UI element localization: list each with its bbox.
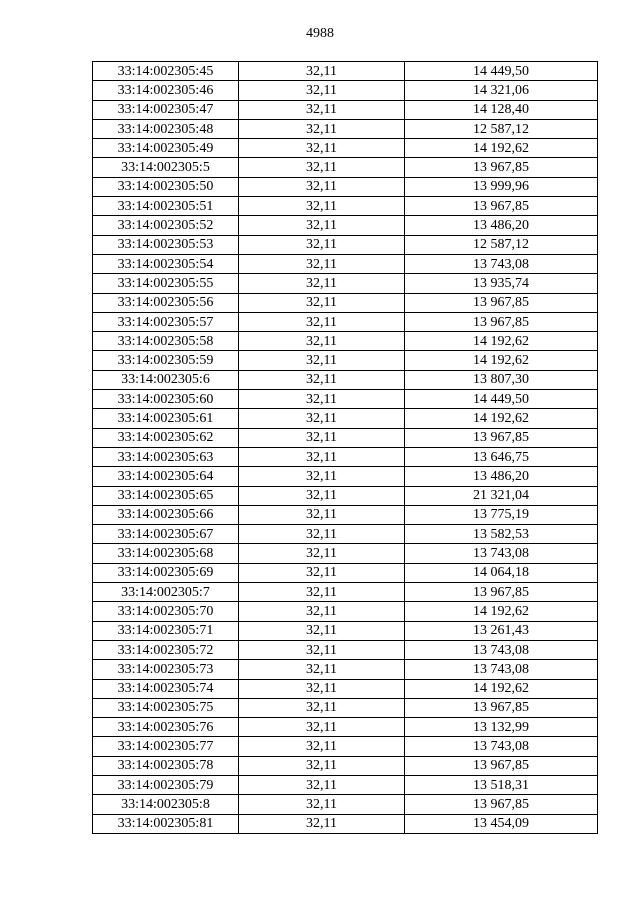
table-row [93, 119, 598, 138]
table-row [93, 621, 598, 640]
specific-value-cell: 32,11 [239, 254, 405, 273]
table-row [93, 81, 598, 100]
cadastral-number-cell: 33:14:002305:53 [93, 235, 239, 254]
table-row [93, 428, 598, 447]
table-row [93, 737, 598, 756]
cadastral-number-cell: 33:14:002305:55 [93, 274, 239, 293]
table-body [93, 62, 598, 834]
specific-value-cell: 32,11 [239, 679, 405, 698]
specific-value-cell: 32,11 [239, 293, 405, 312]
cadastral-number-cell: 33:14:002305:56 [93, 293, 239, 312]
cadastral-number-cell: 33:14:002305:66 [93, 505, 239, 524]
specific-value-cell: 32,11 [239, 100, 405, 119]
cadastral-value-cell: 13 743,08 [405, 544, 598, 563]
cadastral-number-cell: 33:14:002305:71 [93, 621, 239, 640]
cadastral-number-cell: 33:14:002305:52 [93, 216, 239, 235]
table-row [93, 775, 598, 794]
cadastral-number-cell: 33:14:002305:60 [93, 390, 239, 409]
cadastral-value-cell: 13 967,85 [405, 197, 598, 216]
cadastral-number-cell: 33:14:002305:49 [93, 139, 239, 158]
table-row [93, 293, 598, 312]
page-number: 4988 [306, 26, 334, 41]
cadastral-number-cell: 33:14:002305:64 [93, 467, 239, 486]
specific-value-cell: 32,11 [239, 660, 405, 679]
table-row [93, 100, 598, 119]
table-row [93, 235, 598, 254]
specific-value-cell: 32,11 [239, 332, 405, 351]
specific-value-cell: 32,11 [239, 505, 405, 524]
cadastral-value-cell: 14 449,50 [405, 62, 598, 81]
cadastral-number-cell: 33:14:002305:62 [93, 428, 239, 447]
table-row [93, 698, 598, 717]
table-row [93, 312, 598, 331]
cadastral-value-cell: 13 935,74 [405, 274, 598, 293]
specific-value-cell: 32,11 [239, 737, 405, 756]
cadastral-value-cell: 13 807,30 [405, 370, 598, 389]
cadastral-value-cell: 13 967,85 [405, 428, 598, 447]
cadastral-value-cell: 13 646,75 [405, 447, 598, 466]
cadastral-number-cell: 33:14:002305:74 [93, 679, 239, 698]
cadastral-number-cell: 33:14:002305:57 [93, 312, 239, 331]
specific-value-cell: 32,11 [239, 390, 405, 409]
cadastral-value-cell: 13 967,85 [405, 293, 598, 312]
cadastral-value-cell: 13 775,19 [405, 505, 598, 524]
cadastral-number-cell: 33:14:002305:76 [93, 718, 239, 737]
table-row [93, 351, 598, 370]
cadastral-number-cell: 33:14:002305:7 [93, 583, 239, 602]
cadastral-number-cell: 33:14:002305:79 [93, 775, 239, 794]
specific-value-cell: 32,11 [239, 602, 405, 621]
cadastral-number-cell: 33:14:002305:73 [93, 660, 239, 679]
cadastral-number-cell: 33:14:002305:68 [93, 544, 239, 563]
cadastral-value-cell: 13 261,43 [405, 621, 598, 640]
cadastral-number-cell: 33:14:002305:65 [93, 486, 239, 505]
specific-value-cell: 32,11 [239, 698, 405, 717]
table-row [93, 197, 598, 216]
cadastral-value-cell: 14 192,62 [405, 139, 598, 158]
cadastral-value-cell: 13 743,08 [405, 660, 598, 679]
specific-value-cell: 32,11 [239, 409, 405, 428]
specific-value-cell: 32,11 [239, 428, 405, 447]
specific-value-cell: 32,11 [239, 525, 405, 544]
specific-value-cell: 32,11 [239, 216, 405, 235]
specific-value-cell: 32,11 [239, 718, 405, 737]
cadastral-number-cell: 33:14:002305:45 [93, 62, 239, 81]
table-row [93, 467, 598, 486]
cadastral-value-cell: 13 518,31 [405, 775, 598, 794]
cadastral-number-cell: 33:14:002305:47 [93, 100, 239, 119]
table-row [93, 447, 598, 466]
cadastral-number-cell: 33:14:002305:54 [93, 254, 239, 273]
cadastral-value-cell: 12 587,12 [405, 119, 598, 138]
table-row [93, 640, 598, 659]
cadastral-value-cell: 13 967,85 [405, 312, 598, 331]
cadastral-value-cell: 21 321,04 [405, 486, 598, 505]
cadastral-number-cell: 33:14:002305:61 [93, 409, 239, 428]
specific-value-cell: 32,11 [239, 795, 405, 814]
table-row [93, 274, 598, 293]
cadastral-number-cell: 33:14:002305:63 [93, 447, 239, 466]
specific-value-cell: 32,11 [239, 274, 405, 293]
cadastral-value-cell: 14 064,18 [405, 563, 598, 582]
cadastral-value-cell: 13 967,85 [405, 698, 598, 717]
table-row [93, 390, 598, 409]
cadastral-number-cell: 33:14:002305:78 [93, 756, 239, 775]
cadastral-number-cell: 33:14:002305:81 [93, 814, 239, 833]
table-row [93, 583, 598, 602]
specific-value-cell: 32,11 [239, 467, 405, 486]
table-row [93, 679, 598, 698]
cadastral-value-cell: 13 967,85 [405, 795, 598, 814]
table-row [93, 660, 598, 679]
table-row [93, 814, 598, 833]
cadastral-number-cell: 33:14:002305:6 [93, 370, 239, 389]
specific-value-cell: 32,11 [239, 544, 405, 563]
cadastral-number-cell: 33:14:002305:70 [93, 602, 239, 621]
cadastral-value-cell: 14 192,62 [405, 602, 598, 621]
table-row [93, 158, 598, 177]
cadastral-value-cell: 13 132,99 [405, 718, 598, 737]
cadastral-number-cell: 33:14:002305:50 [93, 177, 239, 196]
table-row [93, 370, 598, 389]
specific-value-cell: 32,11 [239, 775, 405, 794]
cadastral-value-cell: 13 582,53 [405, 525, 598, 544]
specific-value-cell: 32,11 [239, 814, 405, 833]
specific-value-cell: 32,11 [239, 81, 405, 100]
table-row [93, 795, 598, 814]
specific-value-cell: 32,11 [239, 486, 405, 505]
specific-value-cell: 32,11 [239, 563, 405, 582]
cadastral-value-cell: 14 192,62 [405, 409, 598, 428]
specific-value-cell: 32,11 [239, 583, 405, 602]
table-row [93, 254, 598, 273]
cadastral-number-cell: 33:14:002305:58 [93, 332, 239, 351]
table-row [93, 718, 598, 737]
cadastral-number-cell: 33:14:002305:69 [93, 563, 239, 582]
cadastral-number-cell: 33:14:002305:77 [93, 737, 239, 756]
specific-value-cell: 32,11 [239, 351, 405, 370]
cadastral-value-cell: 14 449,50 [405, 390, 598, 409]
cadastral-number-cell: 33:14:002305:8 [93, 795, 239, 814]
specific-value-cell: 32,11 [239, 447, 405, 466]
cadastral-number-cell: 33:14:002305:67 [93, 525, 239, 544]
cadastral-number-cell: 33:14:002305:59 [93, 351, 239, 370]
specific-value-cell: 32,11 [239, 756, 405, 775]
table-row [93, 756, 598, 775]
cadastral-value-cell: 13 743,08 [405, 737, 598, 756]
specific-value-cell: 32,11 [239, 139, 405, 158]
cadastral-value-cell: 13 967,85 [405, 756, 598, 775]
table-row [93, 544, 598, 563]
table-row [93, 139, 598, 158]
specific-value-cell: 32,11 [239, 119, 405, 138]
cadastral-value-cell: 12 587,12 [405, 235, 598, 254]
table-row [93, 62, 598, 81]
cadastral-value-cell: 13 743,08 [405, 640, 598, 659]
cadastral-value-cell: 13 999,96 [405, 177, 598, 196]
table-row [93, 505, 598, 524]
cadastral-number-cell: 33:14:002305:48 [93, 119, 239, 138]
specific-value-cell: 32,11 [239, 640, 405, 659]
specific-value-cell: 32,11 [239, 370, 405, 389]
table-row [93, 409, 598, 428]
table-row [93, 216, 598, 235]
cadastral-number-cell: 33:14:002305:72 [93, 640, 239, 659]
cadastral-value-cell: 13 486,20 [405, 467, 598, 486]
cadastral-value-cell: 13 967,85 [405, 583, 598, 602]
table-row [93, 486, 598, 505]
cadastral-number-cell: 33:14:002305:5 [93, 158, 239, 177]
cadastral-value-cell: 14 192,62 [405, 332, 598, 351]
specific-value-cell: 32,11 [239, 235, 405, 254]
cadastral-number-cell: 33:14:002305:75 [93, 698, 239, 717]
specific-value-cell: 32,11 [239, 197, 405, 216]
table-row [93, 525, 598, 544]
table-row [93, 563, 598, 582]
cadastral-value-cell: 13 454,09 [405, 814, 598, 833]
specific-value-cell: 32,11 [239, 158, 405, 177]
table-row [93, 602, 598, 621]
cadastral-value-cell: 13 486,20 [405, 216, 598, 235]
specific-value-cell: 32,11 [239, 312, 405, 331]
cadastral-value-cell: 14 192,62 [405, 351, 598, 370]
cadastral-value-table [92, 61, 598, 834]
cadastral-number-cell: 33:14:002305:51 [93, 197, 239, 216]
cadastral-value-cell: 14 192,62 [405, 679, 598, 698]
specific-value-cell: 32,11 [239, 621, 405, 640]
specific-value-cell: 32,11 [239, 62, 405, 81]
cadastral-value-cell: 13 967,85 [405, 158, 598, 177]
cadastral-value-cell: 14 128,40 [405, 100, 598, 119]
table-row [93, 177, 598, 196]
specific-value-cell: 32,11 [239, 177, 405, 196]
table-row [93, 332, 598, 351]
cadastral-value-cell: 14 321,06 [405, 81, 598, 100]
cadastral-number-cell: 33:14:002305:46 [93, 81, 239, 100]
cadastral-value-cell: 13 743,08 [405, 254, 598, 273]
